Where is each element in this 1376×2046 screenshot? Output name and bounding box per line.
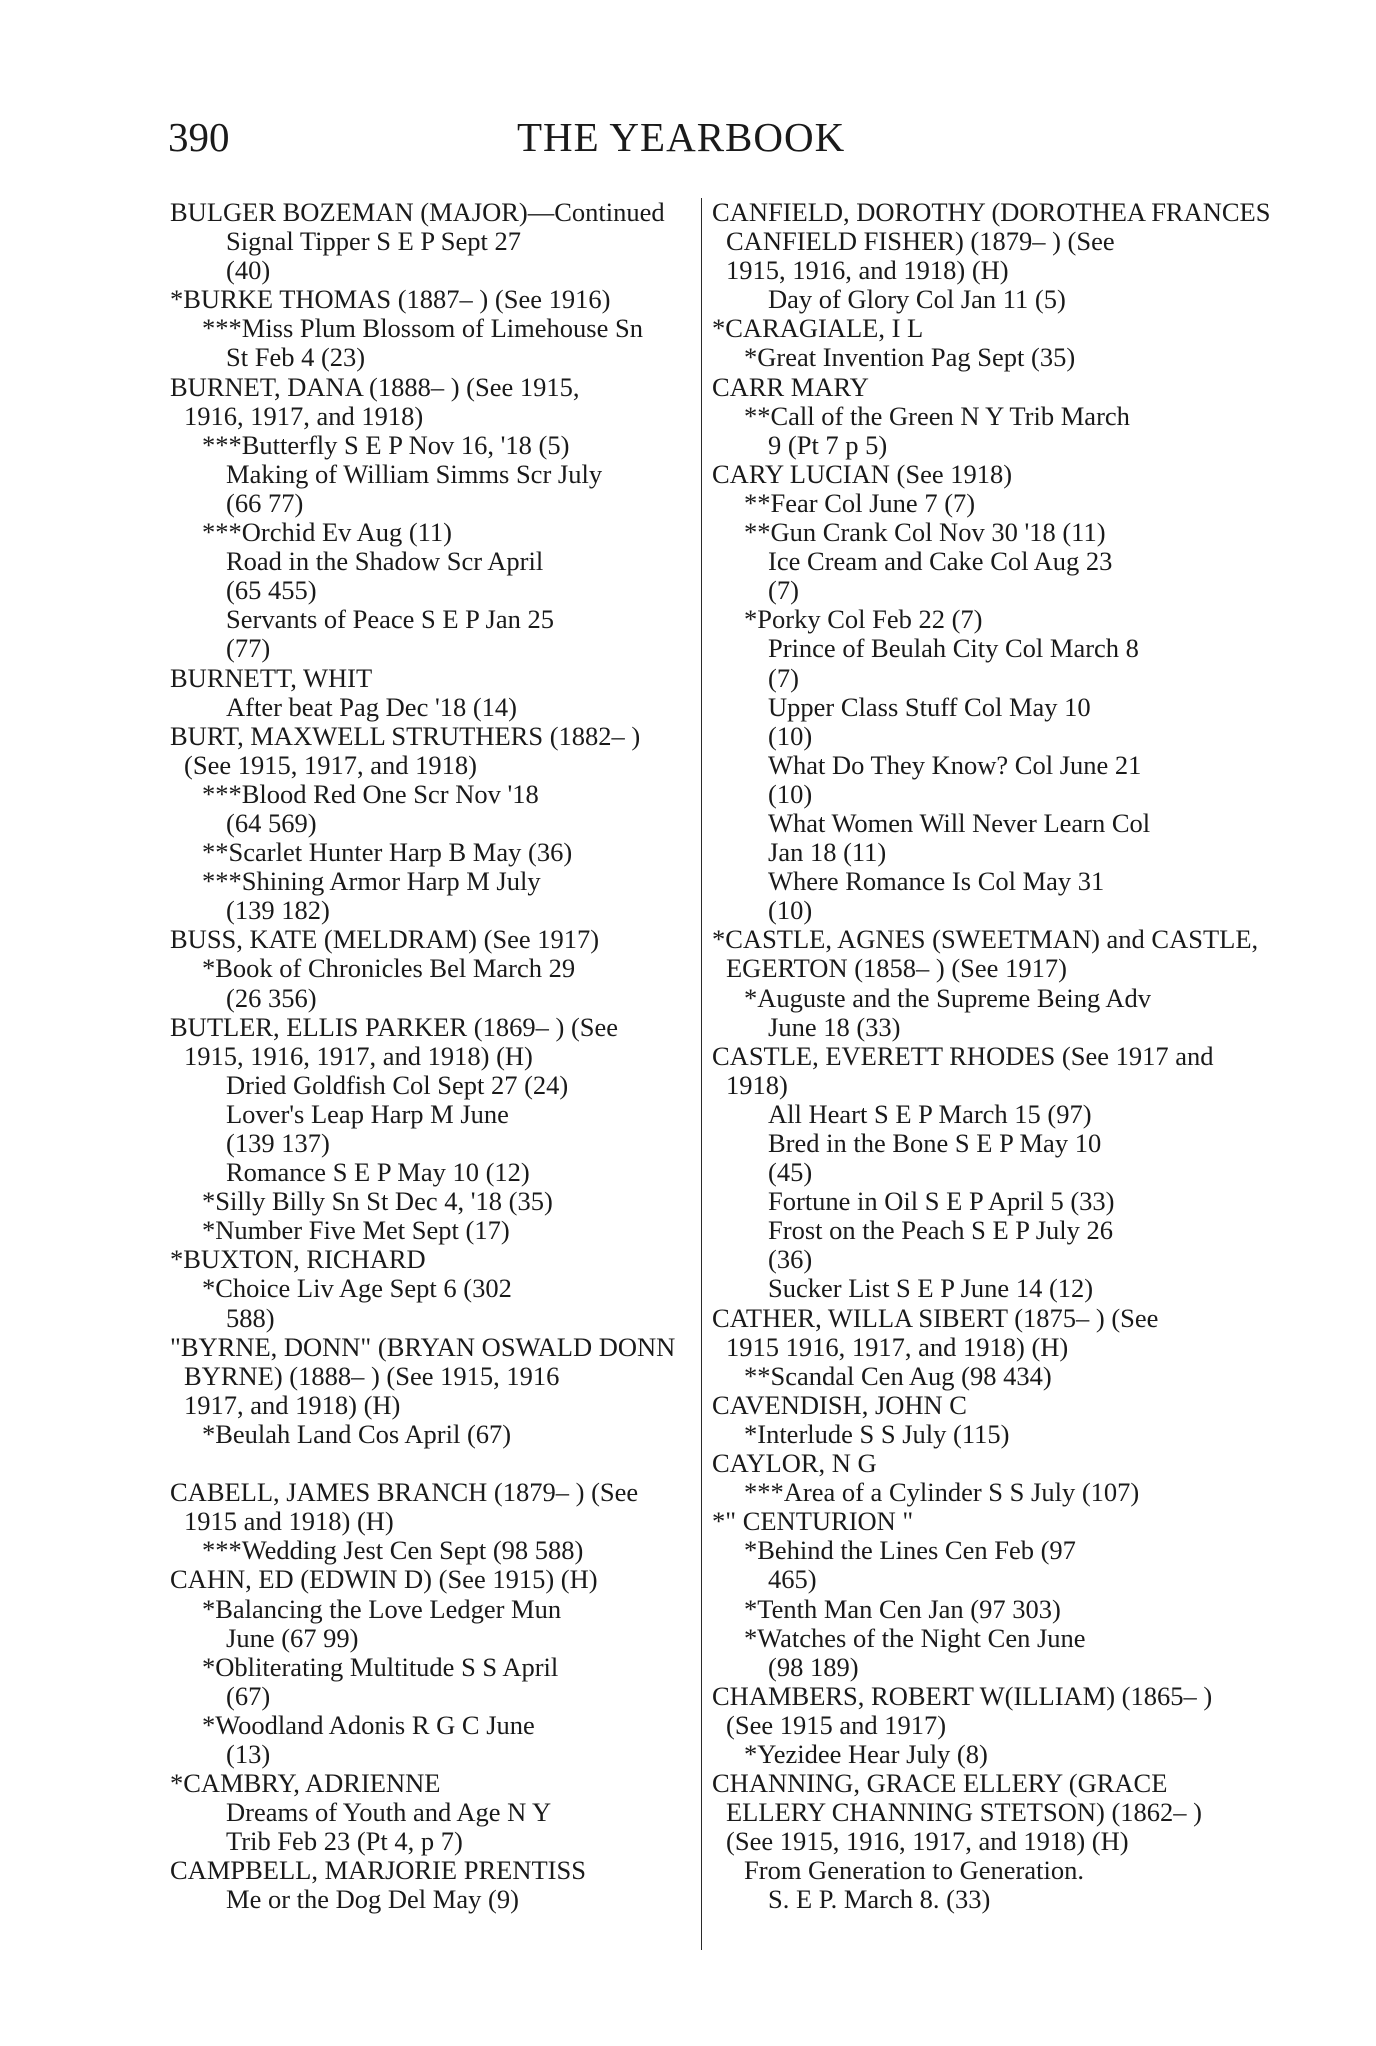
entry-line: Dried Goldfish Col Sept 27 (24) [226, 1069, 569, 1100]
entry-heading: BURT, MAXWELL STRUTHERS (1882– ) [170, 720, 641, 751]
entry-line: ***Butterfly S E P Nov 16, '18 (5) [202, 429, 570, 460]
entry-heading: BURNET, DANA (1888– ) (See 1915, [170, 371, 580, 402]
entry-line: CANFIELD FISHER) (1879– ) (See [726, 226, 1115, 257]
entry-line: ELLERY CHANNING STETSON) (1862– ) [726, 1797, 1202, 1828]
entry-line: *Interlude S S July (115) [744, 1418, 1010, 1449]
entry-line: *Auguste and the Supreme Being Adv [744, 982, 1152, 1013]
entry-line: Dreams of Youth and Age N Y [226, 1797, 552, 1828]
entry-line: Jan 18 (11) [768, 837, 887, 868]
entry-line: ***Orchid Ev Aug (11) [202, 517, 452, 548]
left-column [170, 198, 692, 1915]
entry-line: (36) [768, 1244, 813, 1275]
entry-line: S. E P. March 8. (33) [768, 1884, 991, 1915]
entry-line: Servants of Peace S E P Jan 25 [226, 604, 555, 635]
entry-line: (45) [768, 1157, 813, 1188]
entry-line: (10) [768, 895, 813, 926]
entry-line: June (67 99) [226, 1622, 359, 1653]
entry-line: (10) [768, 720, 813, 751]
entry-line: *Great Invention Pag Sept (35) [744, 342, 1076, 373]
entry-heading: BULGER BOZEMAN (MAJOR)—Continued [170, 197, 665, 227]
entry-line: 1918) [726, 1069, 788, 1100]
entry-heading: BURNETT, WHIT [170, 662, 373, 693]
entry-line: Romance S E P May 10 (12) [226, 1157, 530, 1188]
entry-heading: CARR MARY [712, 371, 869, 402]
entry-line: Where Romance Is Col May 31 [768, 866, 1105, 897]
entry-line: BYRNE) (1888– ) (See 1915, 1916 [184, 1360, 560, 1391]
blank-line [170, 1449, 692, 1478]
entry-line: *Tenth Man Cen Jan (97 303) [744, 1593, 1061, 1624]
entry-line: Prince of Beulah City Col March 8 [768, 633, 1139, 664]
entry-line: ***Shining Armor Harp M July [202, 866, 541, 897]
entry-heading: CHAMBERS, ROBERT W(ILLIAM) (1865– ) [712, 1680, 1213, 1711]
entry-heading: BUSS, KATE (MELDRAM) (See 1917) [170, 924, 600, 955]
entry-line: ***Wedding Jest Cen Sept (98 588) [202, 1535, 584, 1566]
entry-line: *Number Five Met Sept (17) [202, 1215, 510, 1246]
entry-line: *Behind the Lines Cen Feb (97 [744, 1535, 1076, 1566]
entry-line: (66 77) [226, 487, 304, 518]
entry-line: (77) [226, 633, 271, 664]
entry-heading: "BYRNE, DONN" (BRYAN OSWALD DONN [170, 1331, 676, 1362]
entry-line: Fortune in Oil S E P April 5 (33) [768, 1186, 1115, 1217]
entry-line: (139 137) [226, 1128, 330, 1158]
entry-line: ***Blood Red One Scr Nov '18 [202, 778, 539, 809]
entry-line: EGERTON (1858– ) (See 1917) [726, 953, 1067, 984]
entry-line: 1915 and 1918) (H) [184, 1506, 394, 1537]
entry-line: *Watches of the Night Cen June [744, 1622, 1086, 1653]
entry-line: (139 182) [226, 895, 330, 926]
entry-line: (13) [226, 1738, 271, 1769]
entry-line: **Fear Col June 7 (7) [744, 487, 976, 518]
entry-heading: *CAMBRY, ADRIENNE [170, 1768, 441, 1799]
entry-line: (See 1915 and 1917) [726, 1709, 947, 1740]
entry-line: Making of William Simms Scr July [226, 458, 603, 489]
entry-heading: *BURKE THOMAS (1887– ) (See 1916) [170, 284, 611, 315]
entry-heading: CAYLOR, N G [712, 1448, 877, 1479]
entry-heading: CATHER, WILLA SIBERT (1875– ) (See [712, 1302, 1159, 1333]
entry-line: **Gun Crank Col Nov 30 '18 (11) [744, 517, 1106, 548]
column-divider [701, 198, 702, 1950]
entry-line: June 18 (33) [768, 1011, 901, 1042]
entry-line: Road in the Shadow Scr April [226, 546, 544, 577]
entry-line: **Scandal Cen Aug (98 434) [744, 1360, 1052, 1391]
entry-line: Signal Tipper S E P Sept 27 [226, 226, 521, 257]
entry-line: (98 189) [768, 1651, 859, 1682]
entry-line: (64 569) [226, 807, 317, 838]
page-number: 390 [168, 114, 230, 160]
entry-line: Trib Feb 23 (Pt 4, p 7) [226, 1826, 463, 1857]
entry-line: 588) [226, 1302, 275, 1333]
entry-line: Bred in the Bone S E P May 10 [768, 1128, 1102, 1158]
entry-line: ***Area of a Cylinder S S July (107) [744, 1477, 1140, 1508]
entry-line: *Silly Billy Sn St Dec 4, '18 (35) [202, 1186, 553, 1217]
entry-line: 465) [768, 1564, 817, 1595]
entry-line: *Choice Liv Age Sept 6 (302 [202, 1273, 512, 1304]
entry-heading: CAMPBELL, MARJORIE PRENTISS [170, 1855, 586, 1886]
entry-line: ***Miss Plum Blossom of Limehouse Sn [202, 313, 643, 344]
entry-heading: CABELL, JAMES BRANCH (1879– ) (See [170, 1477, 639, 1508]
entry-heading: BUTLER, ELLIS PARKER (1869– ) (See [170, 1011, 619, 1042]
entry-line: *Beulah Land Cos April (67) [202, 1418, 512, 1449]
entry-line: (65 455) [226, 575, 317, 606]
entry-line: *Porky Col Feb 22 (7) [744, 604, 983, 635]
entry-line: 1915 1916, 1917, and 1918) (H) [726, 1331, 1069, 1362]
entry-heading: CANFIELD, DOROTHY (DOROTHEA FRANCES [712, 197, 1271, 227]
entry-line: All Heart S E P March 15 (97) [768, 1098, 1092, 1129]
entry-line: What Do They Know? Col June 21 [768, 749, 1142, 780]
entry-line: (26 356) [226, 982, 317, 1013]
entry-heading: CHANNING, GRACE ELLERY (GRACE [712, 1768, 1168, 1799]
running-header: THE YEARBOOK [517, 114, 846, 160]
entry-line: 9 (Pt 7 p 5) [768, 429, 888, 460]
entry-line: After beat Pag Dec '18 (14) [226, 691, 518, 722]
entry-line: *Yezidee Hear July (8) [744, 1738, 988, 1769]
entry-heading: *CARAGIALE, I L [712, 313, 924, 344]
entry-line: 1915, 1916, and 1918) (H) [726, 255, 1009, 286]
entry-line: (See 1915, 1917, and 1918) [184, 749, 477, 780]
entry-line: From Generation to Generation. [744, 1855, 1084, 1886]
entry-line: *Balancing the Love Ledger Mun [202, 1593, 562, 1624]
entry-line: (40) [226, 255, 271, 286]
entry-line: *Book of Chronicles Bel March 29 [202, 953, 576, 984]
entry-line: What Women Will Never Learn Col [768, 807, 1151, 838]
entry-line: Ice Cream and Cake Col Aug 23 [768, 546, 1113, 577]
entry-line: (10) [768, 778, 813, 809]
right-column [712, 197, 1271, 1915]
entry-heading: CAHN, ED (EDWIN D) (See 1915) (H) [170, 1564, 598, 1595]
entry-line: Frost on the Peach S E P July 26 [768, 1215, 1113, 1246]
entry-line: Lover's Leap Harp M June [226, 1098, 509, 1129]
entry-line: Sucker List S E P June 14 (12) [768, 1273, 1094, 1304]
entry-heading: *" CENTURION " [712, 1506, 914, 1537]
entry-line: 1916, 1917, and 1918) [184, 400, 424, 431]
entry-line: (7) [768, 575, 799, 606]
entry-heading: CASTLE, EVERETT RHODES (See 1917 and [712, 1040, 1214, 1071]
entry-line: *Obliterating Multitude S S April [202, 1651, 559, 1682]
entry-line: **Scarlet Hunter Harp B May (36) [202, 837, 573, 868]
entry-line: Day of Glory Col Jan 11 (5) [768, 284, 1066, 315]
entry-line: **Call of the Green N Y Trib March [744, 400, 1130, 431]
entry-heading: CAVENDISH, JOHN C [712, 1389, 967, 1420]
entry-line: *Woodland Adonis R G C June [202, 1709, 535, 1740]
entry-line: (See 1915, 1916, 1917, and 1918) (H) [726, 1826, 1129, 1857]
entry-heading: CARY LUCIAN (See 1918) [712, 458, 1013, 489]
entry-line: Upper Class Stuff Col May 10 [768, 691, 1091, 722]
entry-line: 1915, 1916, 1917, and 1918) (H) [184, 1040, 533, 1071]
entry-line: (67) [226, 1680, 271, 1711]
entry-heading: *CASTLE, AGNES (SWEETMAN) and CASTLE, [712, 924, 1259, 955]
entry-line: (7) [768, 662, 799, 693]
entry-line: 1917, and 1918) (H) [184, 1389, 401, 1420]
entry-heading: *BUXTON, RICHARD [170, 1244, 426, 1275]
entry-line: St Feb 4 (23) [226, 342, 366, 373]
entry-line: Me or the Dog Del May (9) [226, 1884, 519, 1915]
